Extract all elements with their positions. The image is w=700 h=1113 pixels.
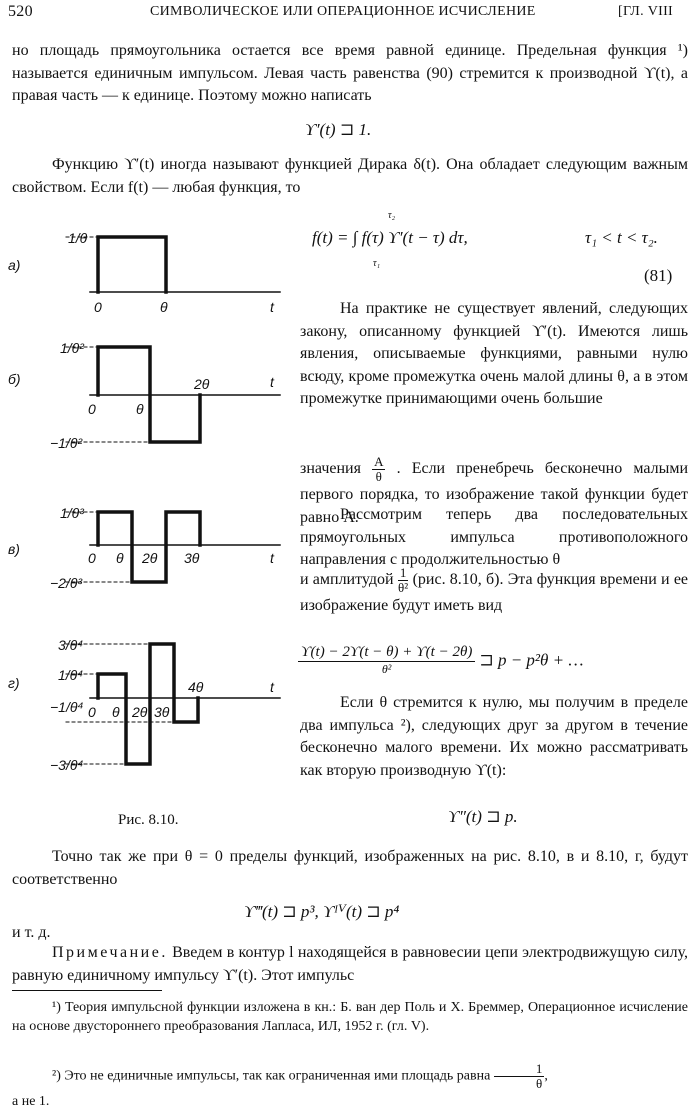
xlabel-c-3theta: 3θ [184, 550, 200, 566]
panel-tag-c: в) [8, 541, 20, 557]
ylabel-d-2: 1/θ⁴ [58, 667, 84, 683]
fraction-numerator: 1 [494, 1062, 545, 1077]
note-paragraph [12, 942, 688, 987]
integral-upper-limit: τ₂ [388, 210, 396, 221]
panel-tag-b: б) [8, 371, 21, 387]
fraction-one-over-theta-sq [398, 566, 409, 595]
fraction-denominator: θ [375, 469, 382, 484]
footnote-2-fraction [494, 1062, 545, 1091]
ylabel-c-2: −2/θ³ [50, 575, 83, 591]
figure-8-10 [8, 212, 293, 792]
page-number: 520 [8, 3, 33, 20]
amplitude-word: и амплитудой [300, 571, 394, 589]
two-pulses-paragraph-cont [300, 566, 688, 618]
xlabel-d-2theta: 2θ [132, 704, 148, 720]
xlabel-d-t: t [270, 679, 274, 695]
figure-caption: Рис. 8.10. [118, 812, 179, 828]
footnote-2: ²) Это не единичные импульсы, так как ограниченная ими площадь равна $\frac{1}{\theta}$ , [52, 1061, 548, 1091]
footnote-2-end: а не 1. [12, 1094, 50, 1109]
fraction-numerator: 1 [399, 565, 407, 580]
note-label: Примечание. [52, 944, 168, 961]
xlabel-c-0: 0 [88, 550, 96, 566]
equation-two-pulses [298, 644, 583, 677]
practice-paragraph: На практике не существует явлений, следующих закону, описанному функцией ϒ′(t). Имеются лишь явления, описываемые функциями, равными нулю всюду, кроме промежутка очень малой длины θ, а в этом промежутке принимающими очень большие [300, 300, 688, 407]
panel-tag-d: г) [8, 675, 20, 691]
etc-text: и т. д. [12, 924, 51, 941]
equation-second-derivative: ϒ″(t) ⊐ p. [448, 807, 518, 826]
two-pulses-paragraph: Рассмотрим теперь два последовательных прямоугольных импульса противоположного направления с продолжительностью θ [300, 506, 688, 568]
fraction-denominator: θ [535, 1076, 543, 1091]
fraction-denominator: θ² [398, 580, 409, 595]
equation-81-condition: τ₁ < t < τ₂. [585, 228, 658, 247]
xlabel-c-t: t [270, 550, 274, 566]
fraction-a-over-theta [372, 455, 385, 484]
xlabel-d-theta: θ [112, 704, 120, 720]
intro-paragraph: но площадь прямоугольника остается все время равной единице. Предельная функция ¹) называется единичным импульсом. Левая часть равенства (90) стремится к производной ϒ(t), а правая часть — к единице. Поэтому можно написать [12, 42, 688, 104]
xlabel-b-t: t [270, 374, 274, 390]
equation-81-lhs: f(t) = ∫ f(τ) ϒ′(t − τ) dτ, [312, 228, 468, 247]
values-continuation: . Если пренебречь бесконечно малыми первого порядка, то изображение такой функции будет равно A. [300, 460, 689, 526]
fraction-numerator: A [374, 454, 384, 469]
panel-tag-a: а) [8, 257, 21, 273]
pulse-c [98, 512, 200, 582]
xlabel-b-theta: θ [136, 401, 144, 417]
eq2-rhs: ⊐ p − p²θ + … [479, 650, 584, 670]
integral-lower-limit: τ₁ [373, 258, 381, 269]
xlabel-c-theta: θ [116, 550, 124, 566]
chapter-label: [ГЛ. VIII [618, 4, 673, 19]
eq2-denominator: θ² [381, 662, 392, 676]
ylabel-b-2: −1/θ² [50, 435, 83, 451]
footnote-1: ¹) Теория импульсной функции изложена в кн.: Б. ван дер Поль и Х. Бреммер, Операционное исчисление на основе двустороннего преобразования Лапласа, ИЛ, 1952 г. (гл. V). [12, 1000, 688, 1034]
ylabel-a-1: 1/θ [68, 230, 88, 246]
pulse-a [98, 237, 166, 292]
values-word: значения [300, 460, 361, 478]
xlabel-b-0: 0 [88, 401, 96, 417]
equation-higher-derivatives: ϒ‴(t) ⊐ p³, ϒᴵⱽ(t) ⊐ p⁴ [244, 902, 400, 921]
note-text: Введем в контур l находящейся в равновесии цепи электродвижущую силу, равную единичному импульсу ϒ′(t). Этот импульс [12, 944, 688, 984]
running-title: СИМВОЛИЧЕСКОЕ ИЛИ ОПЕРАЦИОННОЕ ИСЧИСЛЕНИЕ [150, 4, 536, 19]
xlabel-d-0: 0 [88, 704, 96, 720]
amplitude-continuation: (рис. 8.10, б). Эта функция времени и ее изображение будут иметь вид [300, 571, 689, 614]
ylabel-c-1: 1/θ³ [60, 505, 84, 521]
eq2-numerator: ϒ(t) − 2ϒ(t − θ) + ϒ(t − 2θ) [298, 644, 475, 662]
equation-heaviside-derivative: ϒ′(t) ⊐ 1. [305, 120, 372, 139]
footnote-rule [12, 990, 162, 991]
xlabel-a-theta: θ [160, 299, 168, 315]
ylabel-d-3: −1/θ⁴ [50, 699, 84, 715]
dirac-paragraph: Функцию ϒ′(t) иногда называют функцией Дирака δ(t). Она обладает следующим важным свойством. Если f(t) — любая функция, то [12, 156, 688, 196]
ylabel-d-1: 3/θ⁴ [58, 637, 84, 653]
limits-paragraph: Точно так же при θ = 0 пределы функций, изображенных на рис. 8.10, в и 8.10, г, будут соответственно [12, 848, 688, 888]
xlabel-c-2theta: 2θ [142, 550, 158, 566]
ylabel-d-4: −3/θ⁴ [50, 757, 84, 773]
xlabel-a-0: 0 [94, 299, 102, 315]
xlabel-b-2theta: 2θ [194, 376, 210, 392]
ylabel-b-1: 1/θ² [60, 340, 84, 356]
xlabel-d-4theta: 4θ [188, 679, 204, 695]
xlabel-d-3theta: 3θ [154, 704, 170, 720]
xlabel-a-t: t [270, 299, 274, 315]
limit-paragraph: Если θ стремится к нулю, мы получим в пределе два импульса ²), следующих друг за другом в течение бесконечно малого времени. Их можно рассматривать как вторую производную ϒ(t): [300, 694, 688, 779]
footnote-2-text: ²) Это не единичные импульсы, так как ограниченная ими площадь равна [52, 1068, 491, 1084]
equation-81-number: (81) [644, 266, 673, 285]
